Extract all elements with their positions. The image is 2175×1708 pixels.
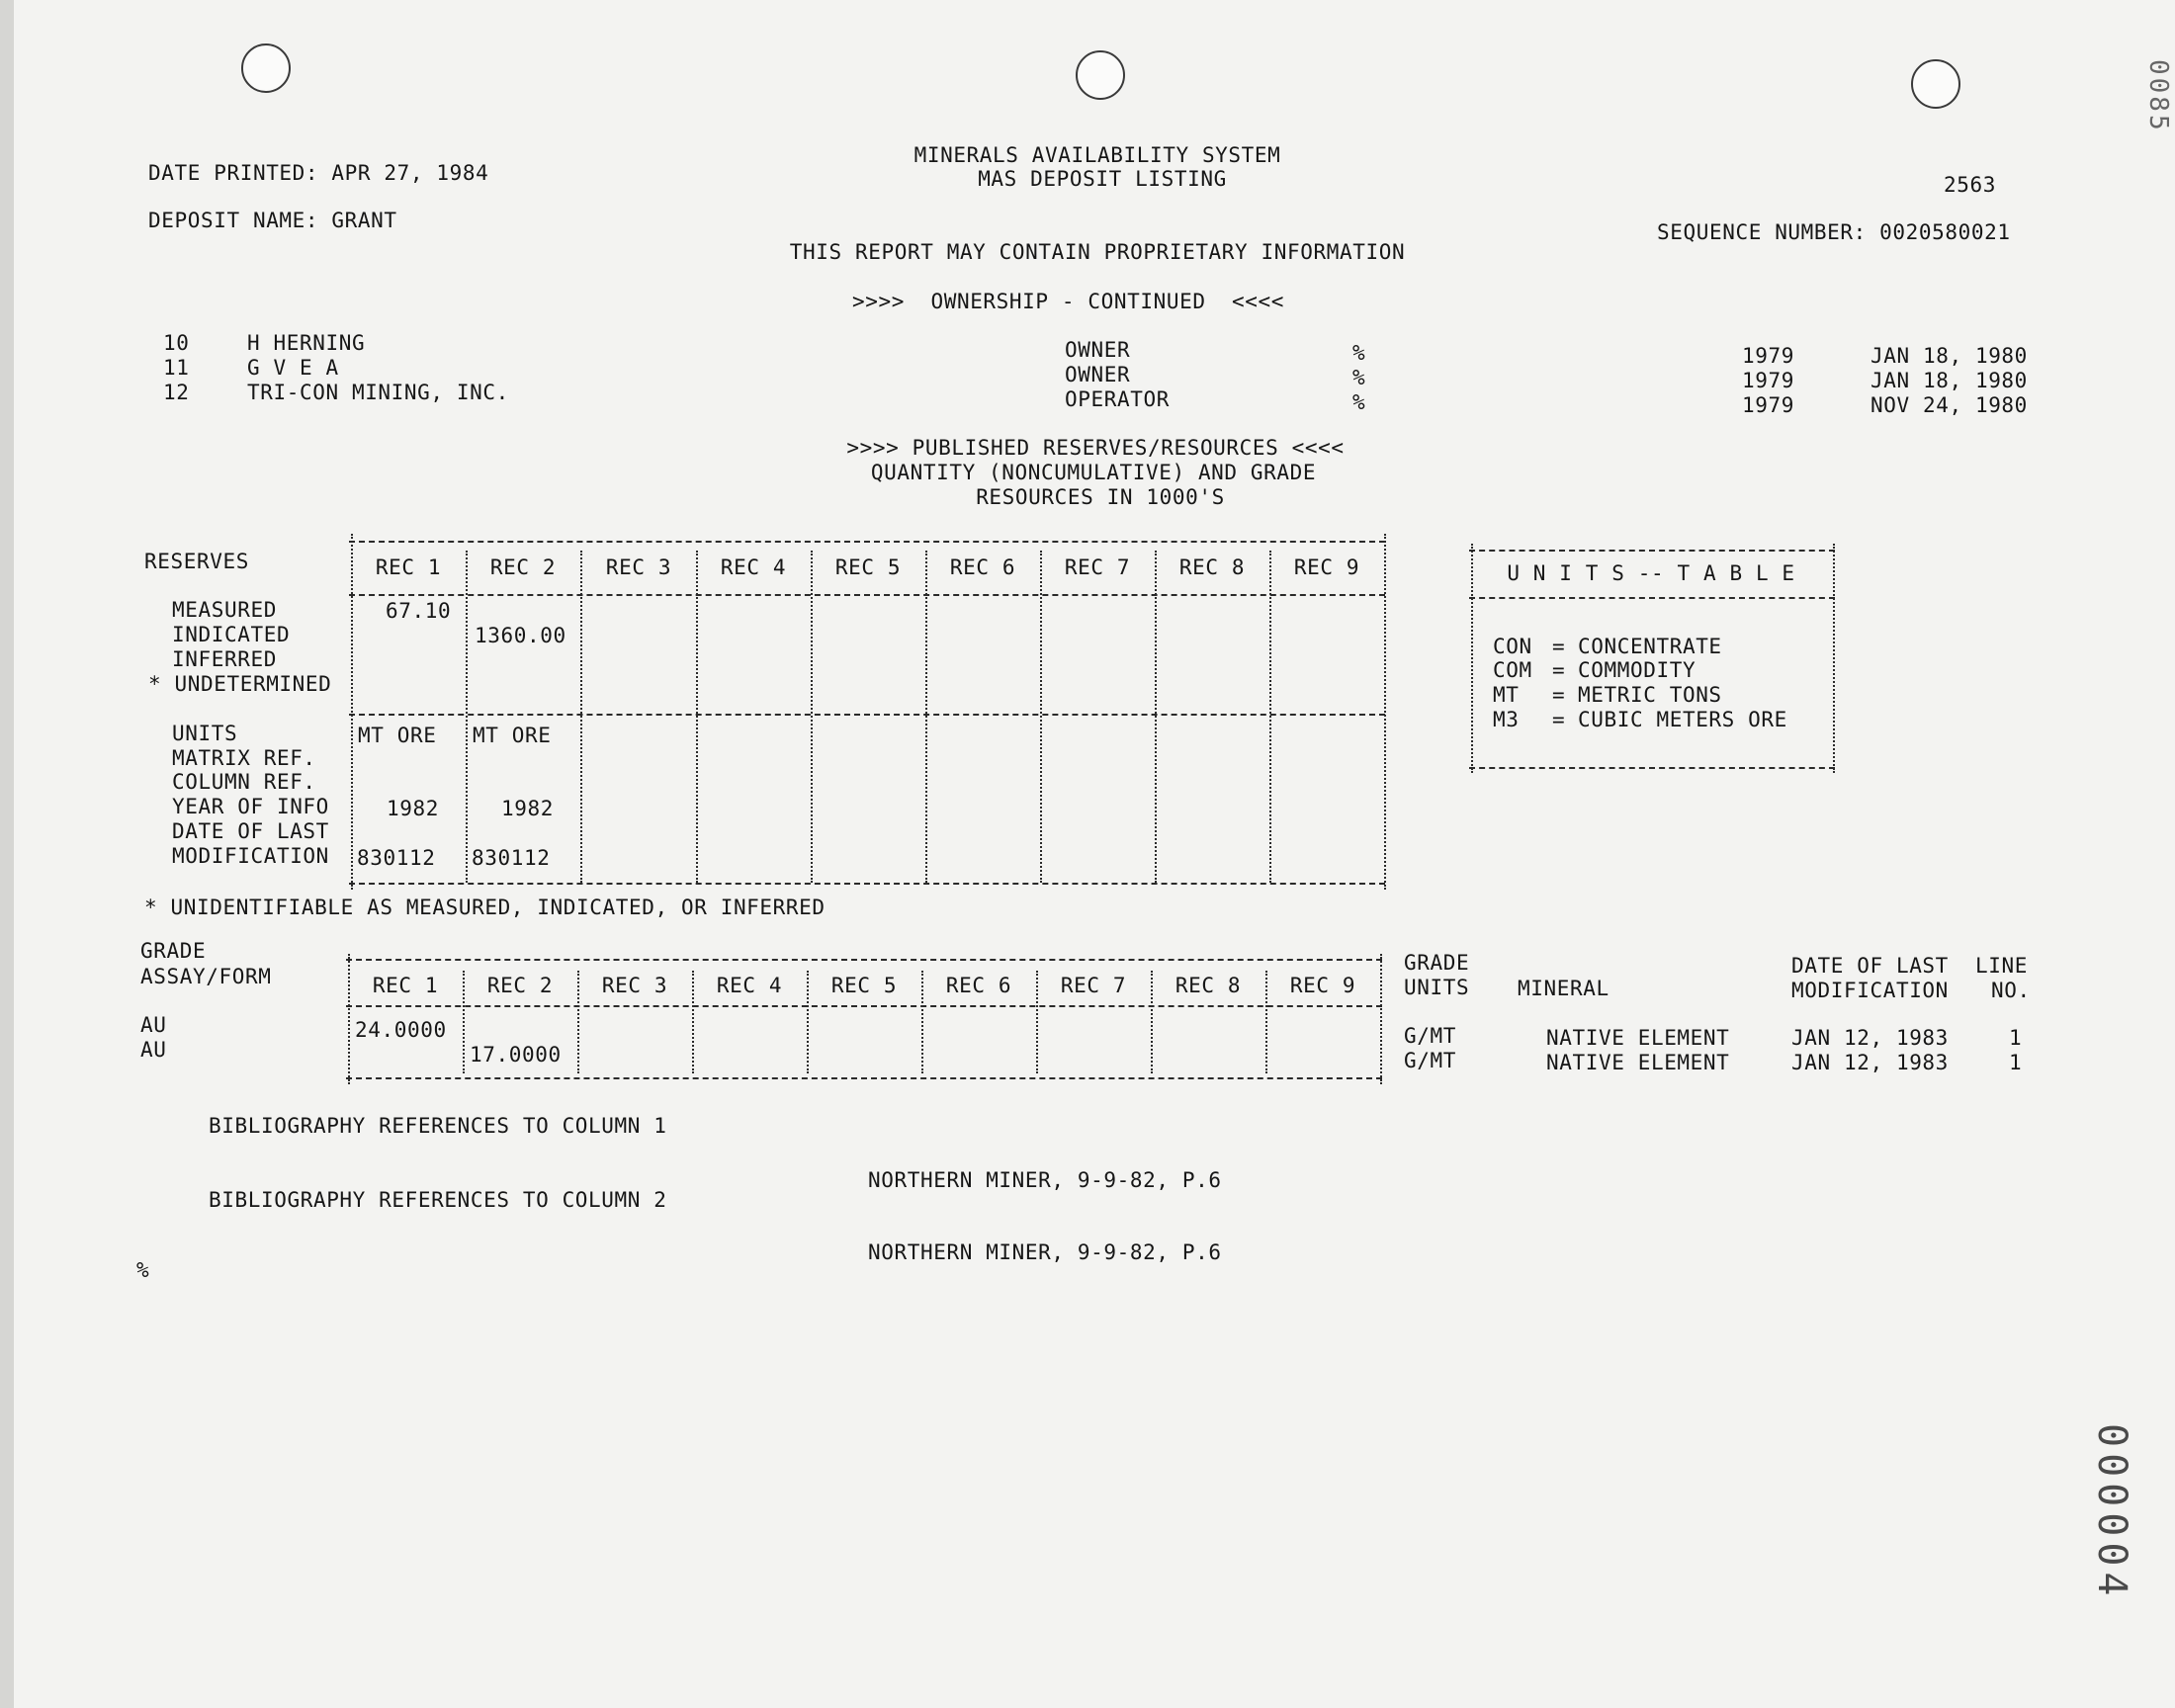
grid-divider — [351, 534, 353, 890]
listing-title: MAS DEPOSIT LISTING — [978, 167, 1227, 191]
rec-header: REC 3 — [605, 555, 672, 579]
line-number: 1 — [2009, 1051, 2023, 1074]
rec-header: REC 8 — [1178, 555, 1246, 579]
unit-meaning: CUBIC METERS ORE — [1578, 708, 1787, 731]
row-label: MATRIX REF. — [172, 746, 316, 770]
date-header: MODIFICATION — [1791, 979, 1949, 1002]
rec-header: REC 9 — [1289, 974, 1356, 997]
grade-divider — [1036, 971, 1038, 1073]
unit-equals: = — [1552, 683, 1566, 707]
line-number: 1 — [2009, 1026, 2023, 1050]
top-right-stamp: 0085 — [2143, 59, 2173, 133]
units-value: MT ORE — [473, 724, 552, 747]
year-value: 1982 — [501, 797, 554, 820]
owner-percent: % — [1352, 366, 1366, 389]
owner-number: 11 — [163, 356, 190, 380]
page-stamp: 000004 — [2089, 1423, 2134, 1602]
grid-divider — [580, 551, 582, 883]
rec-header: REC 6 — [945, 974, 1012, 997]
grid-divider — [1269, 551, 1271, 883]
rec-header: REC 8 — [1174, 974, 1242, 997]
unit-equals: = — [1552, 635, 1566, 658]
row-label: UNITS — [172, 722, 238, 745]
grade-value: 24.0000 — [355, 1018, 447, 1042]
owner-percent: % — [1352, 341, 1366, 365]
grade-divider — [348, 954, 350, 1084]
grid-divider — [1384, 534, 1386, 890]
unit-meaning: CONCENTRATE — [1578, 635, 1722, 658]
units-table-rule — [1469, 597, 1835, 599]
sequence-number: SEQUENCE NUMBER: 0020580021 — [1657, 220, 2011, 244]
reserves-subtitle-2: RESOURCES IN 1000'S — [976, 485, 1225, 509]
grade-rule — [346, 1005, 1382, 1007]
deposit-name: DEPOSIT NAME: GRANT — [148, 209, 397, 232]
year-value: 1982 — [387, 797, 439, 820]
row-label: COLUMN REF. — [172, 770, 316, 794]
date-header: DATE OF LAST — [1791, 954, 1949, 978]
grid-rule — [349, 541, 1385, 543]
owner-role: OWNER — [1065, 363, 1131, 386]
unit-equals: = — [1552, 708, 1566, 731]
row-label: MEASURED — [172, 598, 277, 622]
rec-header: REC 7 — [1064, 555, 1131, 579]
rec-header: REC 5 — [834, 555, 902, 579]
grid-divider — [811, 551, 813, 883]
grid-divider — [1155, 551, 1157, 883]
owner-year: 1979 — [1742, 344, 1794, 368]
indicated-value: 1360.00 — [475, 624, 566, 647]
owner-date: JAN 18, 1980 — [1870, 369, 2028, 392]
assay-form-label: ASSAY/FORM — [140, 965, 272, 988]
grade-units: G/MT — [1404, 1024, 1456, 1048]
punch-hole-right — [1911, 59, 1960, 109]
grid-rule — [349, 594, 1385, 596]
bibliography-reference: NORTHERN MINER, 9-9-82, P.6 — [868, 1240, 1222, 1264]
owner-date: JAN 18, 1980 — [1870, 344, 2028, 368]
rec-header: REC 2 — [489, 555, 557, 579]
rec-header: REC 2 — [486, 974, 554, 997]
scan-edge — [0, 0, 14, 1708]
units-value: MT ORE — [358, 724, 437, 747]
owner-year: 1979 — [1742, 369, 1794, 392]
unit-abbr: COM — [1493, 658, 1532, 682]
assay-form: AU — [140, 1013, 167, 1037]
reserves-footnote: * UNIDENTIFIABLE AS MEASURED, INDICATED, OR INFERRED — [144, 896, 826, 919]
grade-units: G/MT — [1404, 1049, 1456, 1072]
modification-date: JAN 12, 1983 — [1791, 1026, 1949, 1050]
owner-date: NOV 24, 1980 — [1870, 393, 2028, 417]
grade-value: 17.0000 — [470, 1043, 562, 1067]
grade-units-header: UNITS — [1404, 976, 1470, 999]
owner-role: OPERATOR — [1065, 387, 1170, 411]
unit-equals: = — [1552, 658, 1566, 682]
line-header: LINE — [1975, 954, 2028, 978]
modification-value: 830112 — [472, 846, 551, 870]
owner-number: 12 — [163, 381, 190, 404]
owner-name: G V E A — [247, 356, 339, 380]
owner-name: H HERNING — [247, 331, 366, 355]
bibliography-reference: NORTHERN MINER, 9-9-82, P.6 — [868, 1168, 1222, 1192]
grade-label: GRADE — [140, 939, 207, 963]
grid-divider — [925, 551, 927, 883]
proprietary-notice: THIS REPORT MAY CONTAIN PROPRIETARY INFORMATION — [789, 240, 1406, 264]
grade-divider — [463, 971, 465, 1073]
units-table-border — [1833, 544, 1835, 773]
grade-divider — [807, 971, 809, 1073]
units-table-rule — [1469, 550, 1835, 552]
ownership-section-title: >>>> OWNERSHIP - CONTINUED <<<< — [852, 290, 1285, 313]
unit-abbr: CON — [1493, 635, 1532, 658]
owner-year: 1979 — [1742, 393, 1794, 417]
rec-header: REC 3 — [601, 974, 668, 997]
reserves-title: >>>> PUBLISHED RESERVES/RESOURCES <<<< — [846, 436, 1345, 460]
reserves-subtitle: QUANTITY (NONCUMULATIVE) AND GRADE — [870, 461, 1317, 484]
owner-role: OWNER — [1065, 338, 1131, 362]
grade-divider — [577, 971, 579, 1073]
grid-rule — [349, 883, 1385, 885]
row-label: MODIFICATION — [172, 844, 329, 868]
unit-abbr: M3 — [1493, 708, 1520, 731]
unit-abbr: MT — [1493, 683, 1520, 707]
rec-header: REC 1 — [375, 555, 442, 579]
owner-name: TRI-CON MINING, INC. — [247, 381, 509, 404]
system-title: MINERALS AVAILABILITY SYSTEM — [914, 143, 1281, 167]
page-number: 2563 — [1944, 173, 1996, 197]
rec-header: REC 4 — [720, 555, 787, 579]
grade-divider — [692, 971, 694, 1073]
row-label: YEAR OF INFO — [172, 795, 329, 818]
grade-divider — [1380, 954, 1382, 1084]
grade-divider — [921, 971, 923, 1073]
units-table-rule — [1469, 767, 1835, 769]
grade-units-header: GRADE — [1404, 951, 1470, 975]
modification-value: 830112 — [357, 846, 436, 870]
rec-header: REC 6 — [949, 555, 1016, 579]
units-table-border — [1471, 544, 1473, 773]
rec-header: REC 1 — [372, 974, 439, 997]
modification-date: JAN 12, 1983 — [1791, 1051, 1949, 1074]
grid-divider — [1040, 551, 1042, 883]
mineral: NATIVE ELEMENT — [1546, 1026, 1730, 1050]
end-marker: % — [136, 1258, 150, 1282]
mineral-header: MINERAL — [1518, 977, 1610, 1000]
owner-percent: % — [1352, 390, 1366, 414]
mineral: NATIVE ELEMENT — [1546, 1051, 1730, 1074]
reserves-label: RESERVES — [144, 550, 249, 573]
units-table-title: U N I T S -- T A B L E — [1507, 561, 1795, 585]
date-printed: DATE PRINTED: APR 27, 1984 — [148, 161, 489, 185]
grade-rule — [346, 1077, 1382, 1079]
row-label: INFERRED — [172, 647, 277, 671]
grade-divider — [1151, 971, 1153, 1073]
grid-divider — [696, 551, 698, 883]
line-header: NO. — [1991, 979, 2031, 1002]
bibliography-label: BIBLIOGRAPHY REFERENCES TO COLUMN 2 — [209, 1188, 667, 1212]
rec-header: REC 9 — [1293, 555, 1360, 579]
grade-divider — [1265, 971, 1267, 1073]
punch-hole-left — [241, 43, 291, 93]
grid-rule — [349, 714, 1385, 716]
unit-meaning: METRIC TONS — [1578, 683, 1722, 707]
rec-header: REC 4 — [716, 974, 783, 997]
grade-rule — [346, 959, 1382, 961]
row-label: * UNDETERMINED — [148, 672, 332, 696]
unit-meaning: COMMODITY — [1578, 658, 1696, 682]
rec-header: REC 7 — [1060, 974, 1127, 997]
measured-value: 67.10 — [386, 599, 452, 623]
assay-form: AU — [140, 1038, 167, 1062]
bibliography-label: BIBLIOGRAPHY REFERENCES TO COLUMN 1 — [209, 1114, 667, 1138]
row-label: INDICATED — [172, 623, 291, 646]
rec-header: REC 5 — [830, 974, 898, 997]
punch-hole-center — [1076, 50, 1125, 100]
row-label: DATE OF LAST — [172, 819, 329, 843]
grid-divider — [466, 551, 468, 883]
owner-number: 10 — [163, 331, 190, 355]
